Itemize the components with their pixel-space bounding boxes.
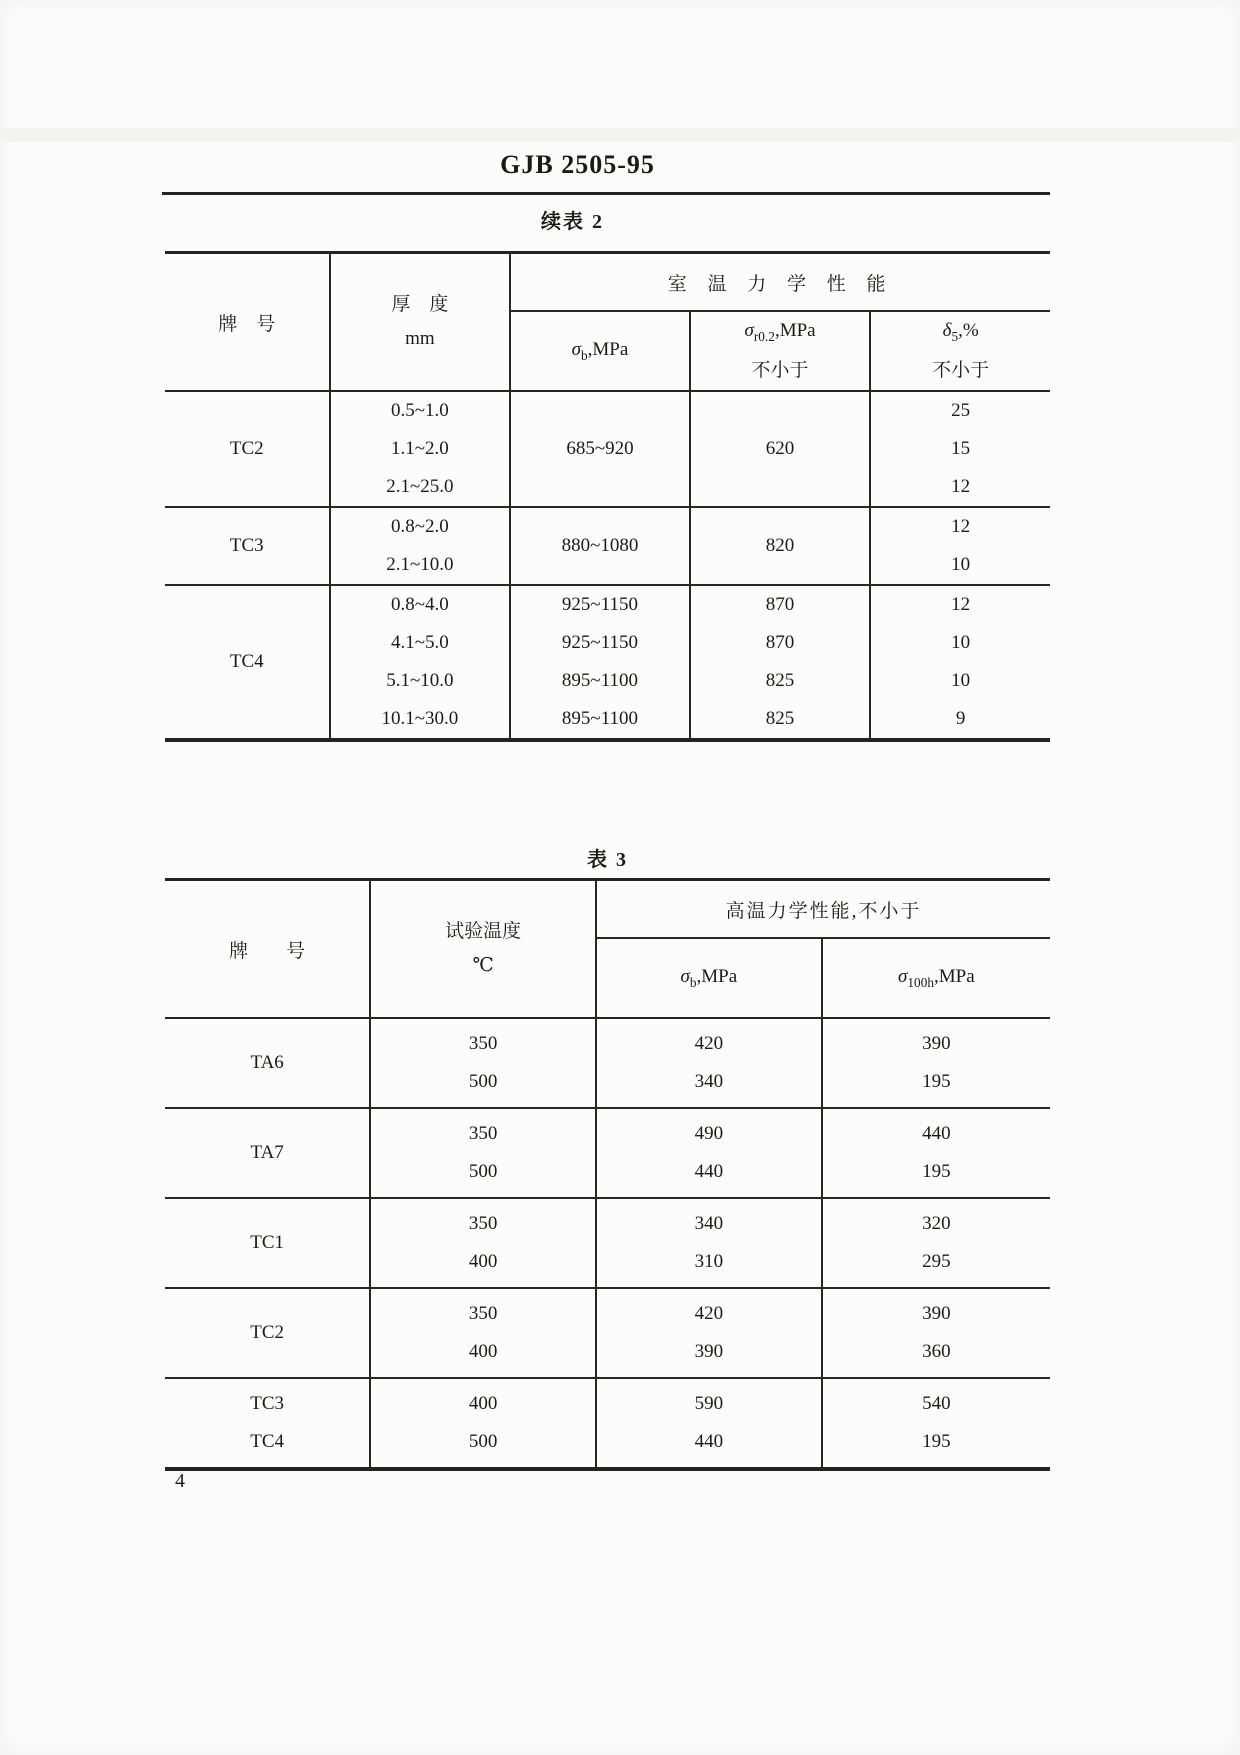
cell-line: 340 bbox=[694, 1071, 724, 1092]
cell-line: TC4 bbox=[250, 1431, 285, 1452]
cell-line: 420 bbox=[694, 1033, 724, 1054]
cell-line: 500 bbox=[468, 1431, 498, 1452]
table-row bbox=[165, 1288, 1050, 1378]
col-header-test-temperature-unit: ℃ bbox=[472, 955, 494, 976]
cell-grade bbox=[165, 1378, 370, 1469]
table-row bbox=[165, 585, 1050, 740]
cell-grade bbox=[165, 1198, 370, 1288]
cell-sigma-100h bbox=[822, 1288, 1050, 1378]
cell-line: TA7 bbox=[250, 1142, 284, 1163]
col-header-thickness bbox=[330, 253, 511, 392]
table-row bbox=[165, 1108, 1050, 1198]
cell-line: 500 bbox=[468, 1071, 498, 1092]
table3-caption: 表 3 bbox=[587, 849, 628, 871]
col-header-grade: 牌 号 bbox=[218, 313, 276, 335]
cell-line: 870 bbox=[765, 594, 795, 615]
cell-line: 880~1080 bbox=[561, 535, 639, 556]
cell-line: 390 bbox=[922, 1033, 951, 1054]
col-header-grade: 牌 号 bbox=[229, 940, 306, 962]
col-header-sigma-100h bbox=[822, 938, 1050, 1018]
cell-line: 590 bbox=[694, 1393, 724, 1414]
cell-thickness bbox=[330, 507, 511, 585]
cell-sigma-b bbox=[596, 1108, 822, 1198]
cell-line: 350 bbox=[468, 1123, 498, 1144]
table3-high-temperature-properties bbox=[165, 878, 1050, 1471]
col-header-thickness-label: 厚 度 bbox=[391, 294, 449, 315]
cell-temperature bbox=[370, 1198, 596, 1288]
cell-line: 500 bbox=[468, 1161, 498, 1182]
group-header-high-temp-properties: 高温力学性能,不小于 bbox=[596, 880, 1050, 939]
cell-temperature bbox=[370, 1108, 596, 1198]
cell-line: 310 bbox=[694, 1251, 724, 1272]
cell-line: 5.1~10.0 bbox=[386, 670, 454, 691]
cell-sigma-b bbox=[596, 1198, 822, 1288]
cell-line: 0.8~4.0 bbox=[390, 594, 449, 615]
cell-line: TC2 bbox=[250, 1322, 285, 1343]
col-header-sigma-b bbox=[510, 311, 690, 391]
sigma-100h-formula: $\sigma_{100h},MPa$ bbox=[898, 965, 975, 990]
cell-line: 895~1100 bbox=[561, 708, 638, 729]
table-row bbox=[165, 1378, 1050, 1469]
cell-grade bbox=[165, 507, 330, 585]
cell-line: 195 bbox=[922, 1071, 951, 1092]
cell-grade bbox=[165, 1288, 370, 1378]
cell-sigma-r02 bbox=[690, 585, 871, 740]
cell-line: 195 bbox=[922, 1431, 951, 1452]
cell-line: 925~1150 bbox=[561, 632, 638, 653]
cell-sigma-r02 bbox=[690, 507, 871, 585]
sigma-b-formula: $\sigma_b,MPa$ bbox=[571, 338, 629, 363]
table-row bbox=[165, 1198, 1050, 1288]
col-header-test-temperature bbox=[370, 880, 596, 1019]
cell-line: 390 bbox=[922, 1303, 951, 1324]
cell-line: 0.8~2.0 bbox=[390, 516, 449, 537]
cell-line: 2.1~25.0 bbox=[386, 476, 454, 497]
cell-line: 295 bbox=[922, 1251, 951, 1272]
cell-line: 10 bbox=[951, 632, 971, 653]
page-number: 4 bbox=[175, 1470, 185, 1492]
col-header-test-temperature-label: 试验温度 bbox=[445, 921, 522, 942]
cell-sigma-100h bbox=[822, 1108, 1050, 1198]
title-rule bbox=[162, 192, 1050, 195]
cell-line: TC4 bbox=[229, 651, 264, 672]
table2-room-temperature-properties bbox=[165, 251, 1050, 742]
cell-line: 10.1~30.0 bbox=[381, 708, 459, 729]
cell-line: 12 bbox=[951, 594, 971, 615]
cell-line: 4.1~5.0 bbox=[390, 632, 449, 653]
cell-sigma-100h bbox=[822, 1018, 1050, 1108]
cell-sigma-100h bbox=[822, 1378, 1050, 1469]
cell-line: 12 bbox=[951, 516, 971, 537]
cell-line: 400 bbox=[468, 1251, 498, 1272]
cell-line: 685~920 bbox=[566, 438, 634, 459]
cell-line: 440 bbox=[694, 1431, 724, 1452]
cell-sigma-b bbox=[596, 1378, 822, 1469]
table-row bbox=[165, 507, 1050, 585]
cell-line: 350 bbox=[468, 1213, 498, 1234]
cell-delta5 bbox=[870, 585, 1050, 740]
cell-sigma-r02 bbox=[690, 391, 871, 507]
cell-temperature bbox=[370, 1018, 596, 1108]
cell-line: 420 bbox=[694, 1303, 724, 1324]
cell-line: 350 bbox=[468, 1303, 498, 1324]
cell-line: TA6 bbox=[250, 1052, 284, 1073]
cell-line: TC3 bbox=[250, 1393, 285, 1414]
scan-artifact-band bbox=[0, 128, 1240, 142]
cell-sigma-b bbox=[510, 507, 690, 585]
cell-line: 340 bbox=[694, 1213, 724, 1234]
cell-sigma-b bbox=[510, 391, 690, 507]
cell-line: 195 bbox=[922, 1161, 951, 1182]
cell-line: 440 bbox=[922, 1123, 951, 1144]
cell-grade bbox=[165, 391, 330, 507]
cell-line: 390 bbox=[694, 1341, 724, 1362]
cell-line: 0.5~1.0 bbox=[390, 400, 449, 421]
cell-grade bbox=[165, 1018, 370, 1108]
cell-line: 12 bbox=[951, 476, 971, 497]
cell-temperature bbox=[370, 1378, 596, 1469]
cell-line: TC3 bbox=[229, 535, 264, 556]
cell-line: 320 bbox=[922, 1213, 951, 1234]
cell-line: 825 bbox=[765, 670, 795, 691]
table-row bbox=[165, 391, 1050, 507]
cell-line: 350 bbox=[468, 1033, 498, 1054]
col-header-sigma-r02 bbox=[690, 311, 871, 391]
cell-line: 25 bbox=[951, 400, 971, 421]
cell-sigma-b bbox=[510, 585, 690, 740]
cell-sigma-b bbox=[596, 1288, 822, 1378]
cell-line: 440 bbox=[694, 1161, 724, 1182]
sigma-r02-formula: $\sigma_{r0.2},MPa$ bbox=[744, 320, 816, 344]
not-less-than-label: 不小于 bbox=[751, 359, 809, 381]
col-header-delta5 bbox=[870, 311, 1050, 391]
sigma-b-formula: $\sigma_b,MPa$ bbox=[680, 965, 738, 990]
cell-line: TC2 bbox=[229, 438, 264, 459]
cell-delta5 bbox=[870, 391, 1050, 507]
cell-thickness bbox=[330, 585, 511, 740]
cell-line: 820 bbox=[765, 535, 795, 556]
cell-line: 925~1150 bbox=[561, 594, 638, 615]
cell-line: 400 bbox=[468, 1393, 498, 1414]
col-header-thickness-unit: mm bbox=[405, 328, 435, 349]
cell-line: 620 bbox=[765, 438, 795, 459]
group-header-room-temp-properties: 室 温 力 学 性 能 bbox=[510, 253, 1050, 312]
cell-delta5 bbox=[870, 507, 1050, 585]
cell-line: 10 bbox=[951, 554, 971, 575]
col-header-sigma-b bbox=[596, 938, 822, 1018]
cell-grade bbox=[165, 585, 330, 740]
cell-line: TC1 bbox=[250, 1232, 285, 1253]
not-less-than-label: 不小于 bbox=[932, 359, 990, 381]
cell-thickness bbox=[330, 391, 511, 507]
cell-line: 1.1~2.0 bbox=[390, 438, 449, 459]
delta5-formula: $\delta_5,\%$ bbox=[942, 320, 979, 344]
cell-sigma-b bbox=[596, 1018, 822, 1108]
document-title: GJB 2505-95 bbox=[500, 150, 655, 179]
cell-line: 870 bbox=[765, 632, 795, 653]
cell-line: 9 bbox=[955, 708, 966, 729]
table-row bbox=[165, 1018, 1050, 1108]
cell-temperature bbox=[370, 1288, 596, 1378]
cell-line: 15 bbox=[951, 438, 971, 459]
cell-line: 2.1~10.0 bbox=[386, 554, 454, 575]
table2-caption: 续表 2 bbox=[541, 211, 604, 233]
cell-sigma-100h bbox=[822, 1198, 1050, 1288]
cell-line: 10 bbox=[951, 670, 971, 691]
cell-line: 360 bbox=[922, 1341, 951, 1362]
cell-line: 825 bbox=[765, 708, 795, 729]
cell-line: 490 bbox=[694, 1123, 724, 1144]
cell-grade bbox=[165, 1108, 370, 1198]
cell-line: 895~1100 bbox=[561, 670, 638, 691]
cell-line: 400 bbox=[468, 1341, 498, 1362]
cell-line: 540 bbox=[922, 1393, 951, 1414]
